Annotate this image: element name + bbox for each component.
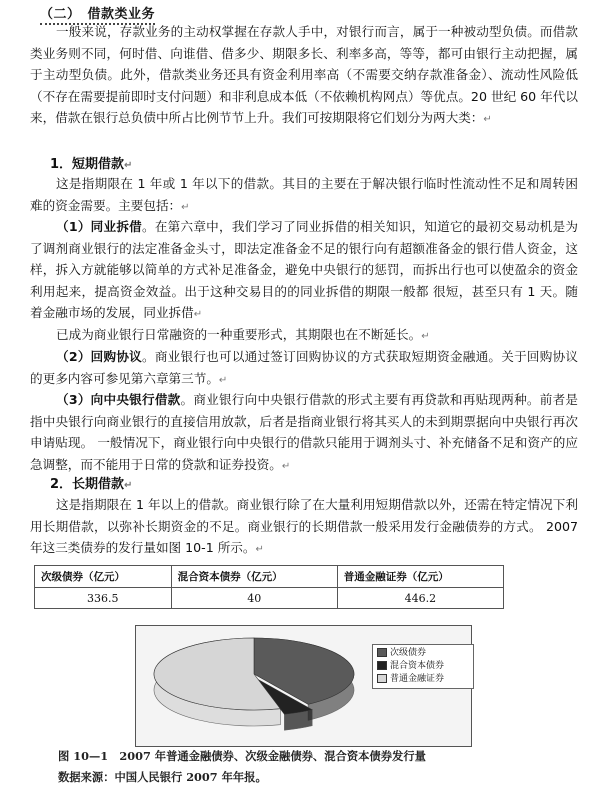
return-mark: ↵ xyxy=(281,460,291,472)
short-term-intro xyxy=(30,173,578,218)
long-term-heading-text: 2．长期借款 xyxy=(50,477,125,492)
return-mark: ↵ xyxy=(421,331,430,342)
section-heading: （二） 借款类业务 xyxy=(40,3,155,25)
interbank-lending-paragraph xyxy=(30,216,578,326)
long-term-paragraph xyxy=(30,494,578,561)
short-term-heading-text: 1．短期借款 xyxy=(50,157,125,172)
return-mark: ↵ xyxy=(181,201,190,213)
figure-source: 数据来源：中国人民银行 2007 年年报。 xyxy=(58,770,267,784)
table-row xyxy=(35,588,504,609)
table-header-cell: 普通金融证券（亿元） xyxy=(337,566,503,588)
legend-item xyxy=(377,660,469,673)
table-value-cell: 40 xyxy=(171,588,337,609)
chart-legend xyxy=(372,644,474,689)
interbank-lending-text: 。在第六章中，我们学习了同业拆借的相关知识，知道它的最初交易动机是为了调剂商业银行的法定准备金头寸，即法定准备金不足的银行向有超额准备金的银行借人资金，这样，拆入方就能够以简单的方式补足准备金，避免中央银行的惩罚，而拆出行也可以使盈余的资金利用起来，提高资金效益。出于这种交易目的的同业拆借的期限一般都 很短，甚至只有 1 天。随着金融市场的发展，同业拆借 xyxy=(30,219,579,321)
return-mark: ↵ xyxy=(218,374,228,386)
return-mark: ↵ xyxy=(124,480,133,491)
table-header-cell: 次级债券（亿元） xyxy=(35,566,172,588)
return-mark: ↵ xyxy=(255,544,264,556)
legend-item xyxy=(377,673,469,686)
table-value-cell: 336.5 xyxy=(35,588,172,609)
long-term-text: 这是指期限在 1 年以上的借款。商业银行除了在大量利用短期借款以外，还需在特定情况下利用长期借款，以弥补长期资金的不足。商业银行的长期借款一般采用发行金融债券的方式。 2007 年这三类债券的发行量如图 10-1 所示。 xyxy=(30,497,578,556)
return-mark: ↵ xyxy=(193,309,203,321)
legend-label: 次级债券 xyxy=(390,648,427,658)
short-term-heading xyxy=(50,153,132,172)
return-mark: ↵ xyxy=(483,114,492,126)
table-header-cell: 混合资本债券（亿元） xyxy=(171,566,337,588)
central-bank-borrowing-text: 。商业银行向中央银行借款的形式主要有再贷款和再贴现两种。前者是指中央银行向商业银行的直接信用放款，后者是指商业银行将其买人的未到期票据向中央银行再次申请贴现。 一般情况下，商业银行向中央银行的借款只能用于调剂头寸、补充储备不足和资产的应急调整，而不能用于日常的贷款和证券投资。 xyxy=(30,392,579,472)
repo-text: 。商业银行也可以通过签订回购协议的方式获取短期资金融通。关于回购协议的更多内容可参见第六章第三节。 xyxy=(30,349,579,386)
legend-swatch xyxy=(377,661,387,670)
interbank-lending-continued xyxy=(30,324,578,348)
intro-paragraph xyxy=(30,21,578,131)
repo-paragraph xyxy=(30,346,578,391)
return-mark: ↵ xyxy=(124,160,133,171)
legend-label: 混合资本债券 xyxy=(390,661,445,671)
legend-item xyxy=(377,647,469,660)
table-value-cell: 446.2 xyxy=(337,588,503,609)
bond-issuance-table xyxy=(34,565,504,609)
central-bank-borrowing-label: （3）向中央银行借款 xyxy=(56,392,181,407)
legend-swatch xyxy=(377,648,387,657)
table-row xyxy=(35,566,504,588)
repo-label: （2）回购协议 xyxy=(56,349,142,364)
central-bank-borrowing-paragraph xyxy=(30,389,578,477)
legend-label: 普通金融证券 xyxy=(390,674,445,684)
figure-caption: 图 10—1 2007 年普通金融债券、次级金融债券、混合资本债券发行量 xyxy=(58,749,426,763)
long-term-heading xyxy=(50,473,132,492)
interbank-lending-cont-text: 已成为商业银行日常融资的一种重要形式，其期限也在不断延长。 xyxy=(56,327,422,342)
intro-text: 一般来说，存款业务的主动权掌握在存款人手中，对银行而言，属于一种被动型负债。而借款类业务则不同，何时借、向谁借、借多少、期限多长、利率多高，等等，都可由银行主动把握，属于主动型负债。此外，借款类业务还具有资金利用率高（不需要交纳存款准备金）、流动性风险低（不存在需要提前即时支付问题）和非利息成本低（不依赖机构网点）等优点。20 世纪 60 年代以来，借款在银行总负债中所占比例节节上升。我们可按期限将它们划分为两大类： xyxy=(30,24,578,126)
short-term-intro-text: 这是指期限在 1 年或 1 年以下的借款。其目的主要在于解决银行临时性流动性不足和周转困难的资金需要。主要包括： xyxy=(30,176,578,213)
legend-swatch xyxy=(377,674,387,683)
interbank-lending-label: （1）同业拆借 xyxy=(56,219,142,234)
